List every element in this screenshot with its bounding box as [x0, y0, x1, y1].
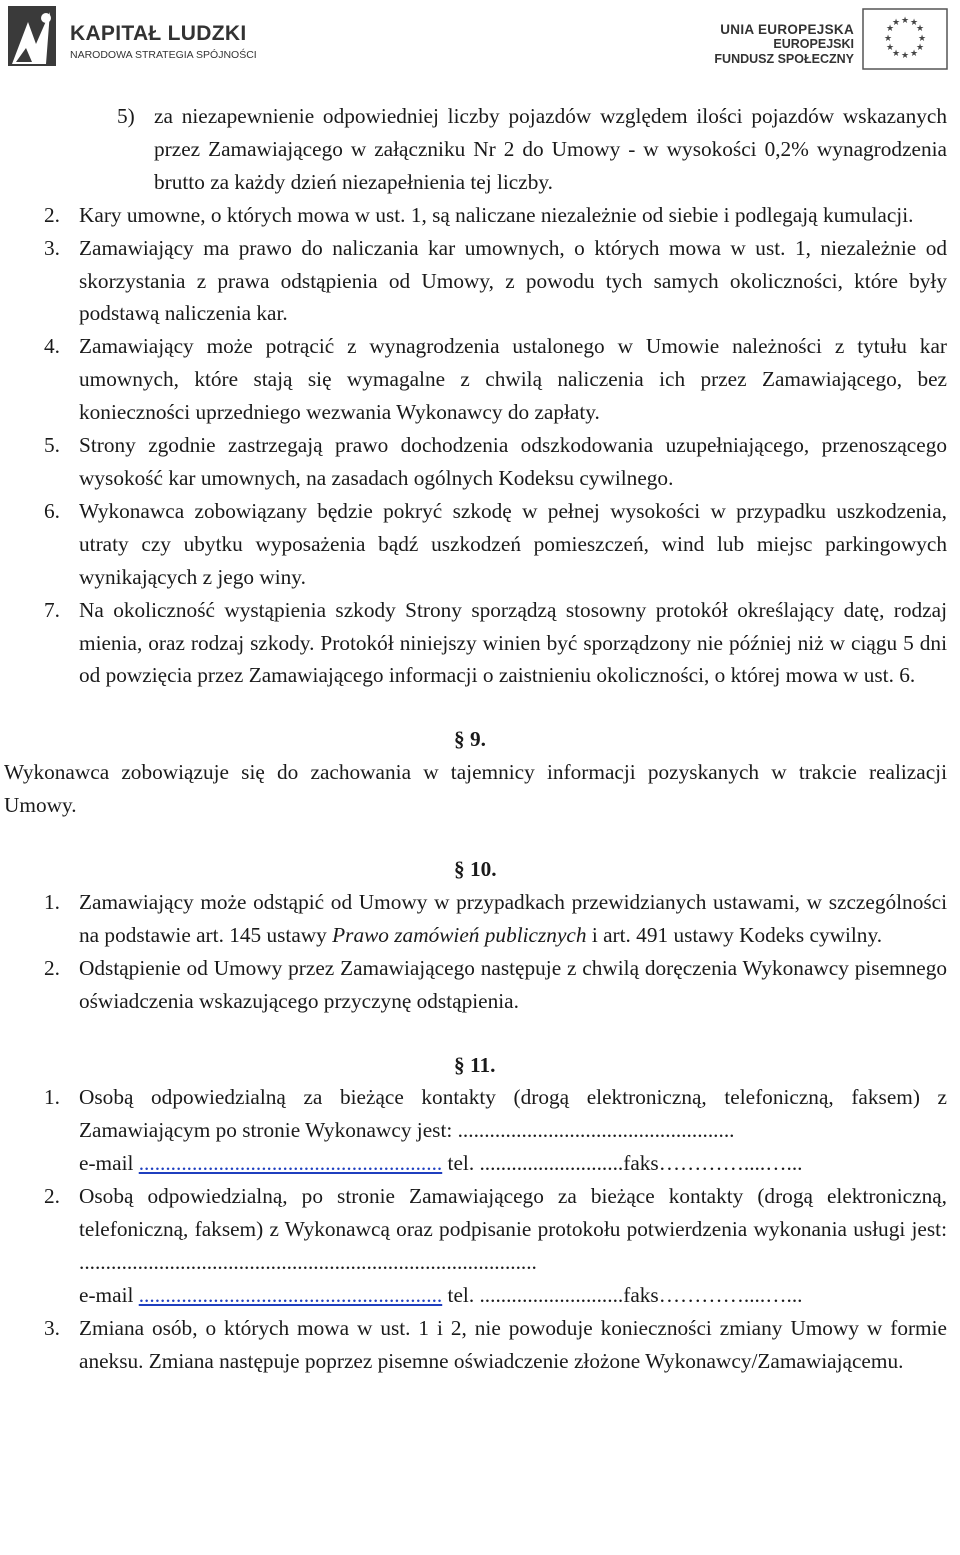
svg-text:★: ★ — [909, 18, 919, 28]
eu-logo-line2: EUROPEJSKI — [773, 37, 854, 51]
eu-logo-line1: UNIA EUROPEJSKA — [720, 22, 854, 37]
eu-logo-line3: FUNDUSZ SPOŁECZNY — [714, 52, 854, 66]
page-header — [0, 0, 960, 80]
item-text: Zmiana osób, o których mowa w ust. 1 i 2, nie powoduje konieczności zmiany Umowy w formie aneksu. Zmiana następuje poprzez pisemne oświadczenie złożone Wykonawcy/Zamawiającemu. — [79, 1315, 947, 1373]
item-number: 1. — [44, 889, 60, 914]
item-number: 5. — [44, 433, 60, 458]
sub-item-number: 5) — [117, 104, 135, 128]
section8-item-2 — [0, 199, 960, 232]
item-number: 2. — [44, 202, 60, 227]
contact-rest: tel. ...........................faks…………....…... — [442, 1151, 803, 1176]
eu-flag-icon — [862, 8, 948, 70]
logo-title: KAPITAŁ LUDZKI — [70, 22, 247, 45]
human-capital-emblem-icon — [6, 4, 66, 72]
item-text: Osobą odpowiedzialną, po stronie Zamawiającego za bieżące kontakty (drogą elektroniczną, telefoniczną, faksem) z Wykonawcą oraz podpisanie protokołu potwierdzenia wykonania usługi jest: ...................................................................................... — [79, 1184, 947, 1274]
section10-item-1 — [0, 886, 960, 952]
svg-text:★: ★ — [915, 24, 925, 34]
svg-text:★: ★ — [900, 51, 910, 61]
item-text: Odstąpienie od Umowy przez Zamawiającego następuje z chwilą doręczenia Wykonawcy pisemnego oświadczenia wskazującego przyczynę odstąpienia. — [79, 955, 947, 1013]
section10-item-2 — [0, 952, 960, 1018]
eu-logo — [690, 8, 952, 74]
svg-text:★: ★ — [909, 49, 919, 59]
section8-item-7 — [0, 594, 960, 693]
email-label: e-mail — [79, 1282, 139, 1307]
contact-rest: tel. ...........................faks…………....…... — [442, 1282, 803, 1307]
item-text-post: i art. 491 ustawy Kodeks cywilny. — [586, 922, 883, 947]
sub-item-text: za niezapewnienie odpowiedniej liczby pojazdów względem ilości pojazdów wskazanych przez Zamawiającego w załączniku Nr 2 do Umowy - w wysokości 0,2% wynagrodzenia brutto za każdy dzień niezapełnienia tej liczby. — [154, 104, 947, 194]
item-text: Kary umowne, o których mowa w ust. 1, są naliczane niezależnie od siebie i podlegają kumulacji. — [79, 202, 914, 227]
svg-text:★: ★ — [891, 18, 901, 28]
email-label: e-mail — [79, 1151, 139, 1176]
item-text: Zamawiający ma prawo do naliczania kar umownych, o których mowa w ust. 1, niezależnie od skorzystania z prawa odstąpienia od Umowy, z powodu tych samych okoliczności, które były podstawą naliczenia kar. — [79, 235, 947, 326]
item-number: 7. — [44, 597, 60, 622]
svg-text:★: ★ — [917, 34, 927, 44]
section8-sub-item-5 — [0, 100, 960, 199]
item-number: 3. — [44, 1315, 60, 1340]
document-body — [0, 100, 960, 1378]
section11-item-3 — [0, 1312, 960, 1378]
section11-item-1 — [0, 1081, 960, 1180]
item-number: 4. — [44, 334, 60, 359]
section11-item-2 — [0, 1180, 960, 1312]
section8-item-6 — [0, 495, 960, 594]
section8-item-5 — [0, 429, 960, 495]
section-9-title: § 9. — [454, 727, 486, 752]
kapital-ludzki-logo — [6, 4, 256, 72]
email-link[interactable]: ......................................................... — [138, 1151, 443, 1176]
item-text-italic: Prawo zamówień publicznych — [332, 922, 587, 947]
item-number: 2. — [44, 1184, 60, 1209]
item-number: 6. — [44, 498, 60, 523]
item-number: 2. — [44, 955, 60, 980]
eu-logo-text — [696, 22, 854, 67]
item-text-pre: Zamawiający może odstąpić od Umowy w przypadkach przewidzianych ustawami, w szczególności na podstawie art. 145 ustawy — [79, 889, 947, 947]
item-text: Na okoliczność wystąpienia szkody Strony sporządzą stosowny protokół określający datę, rodzaj mienia, oraz rodzaj szkody. Protokół niniejszy winien być sporządzony nie później niż w ciągu 5 dni od powzięcia przez Zamawiającego informacji o zaistnieniu okoliczności, o której mowa w ust. 6. — [79, 597, 947, 688]
email-link[interactable]: ......................................................... — [138, 1282, 443, 1307]
svg-text:★: ★ — [885, 43, 895, 53]
svg-text:★: ★ — [915, 43, 925, 53]
svg-text:★: ★ — [885, 24, 895, 34]
svg-text:★: ★ — [900, 16, 910, 26]
svg-text:★: ★ — [891, 49, 901, 59]
logo-subtitle: NARODOWA STRATEGIA SPÓJNOŚCI — [70, 49, 257, 61]
item-number: 1. — [44, 1085, 60, 1110]
section-10-title: § 10. — [454, 857, 497, 882]
item-text: Wykonawca zobowiązany będzie pokryć szkodę w pełnej wysokości w przypadku uszkodzenia, utraty czy ubytku wyposażenia bądź uszkodzeń pomieszczeń, wind lub miejsc parkingowych wynikających z jego winy. — [79, 498, 947, 589]
section-11-title: § 11. — [454, 1052, 496, 1077]
item-text: Osobą odpowiedzialną za bieżące kontakty (drogą elektroniczną, telefoniczną, faksem) z Zamawiającym po stronie Wykonawcy jest: .................................................... — [79, 1085, 947, 1143]
item-text: Strony zgodnie zastrzegają prawo dochodzenia odszkodowania uzupełniającego, przenoszącego wysokość kar umownych, na zasadach ogólnych Kodeksu cywilnego. — [79, 433, 947, 490]
section8-item-3 — [0, 232, 960, 331]
section-9-text: Wykonawca zobowiązuje się do zachowania w tajemnicy informacji pozyskanych w trakcie realizacji Umowy. — [4, 760, 947, 818]
item-number: 3. — [44, 235, 60, 260]
item-text: Zamawiający może potrącić z wynagrodzenia ustalonego w Umowie należności z tytułu kar umownych, które stają się wymagalne z chwilą naliczenia ich przez Zamawiającego, bez konieczności uprzedniego wezwania Wykonawcy do zapłaty. — [79, 334, 947, 425]
section8-item-4 — [0, 330, 960, 429]
svg-text:★: ★ — [883, 34, 893, 44]
